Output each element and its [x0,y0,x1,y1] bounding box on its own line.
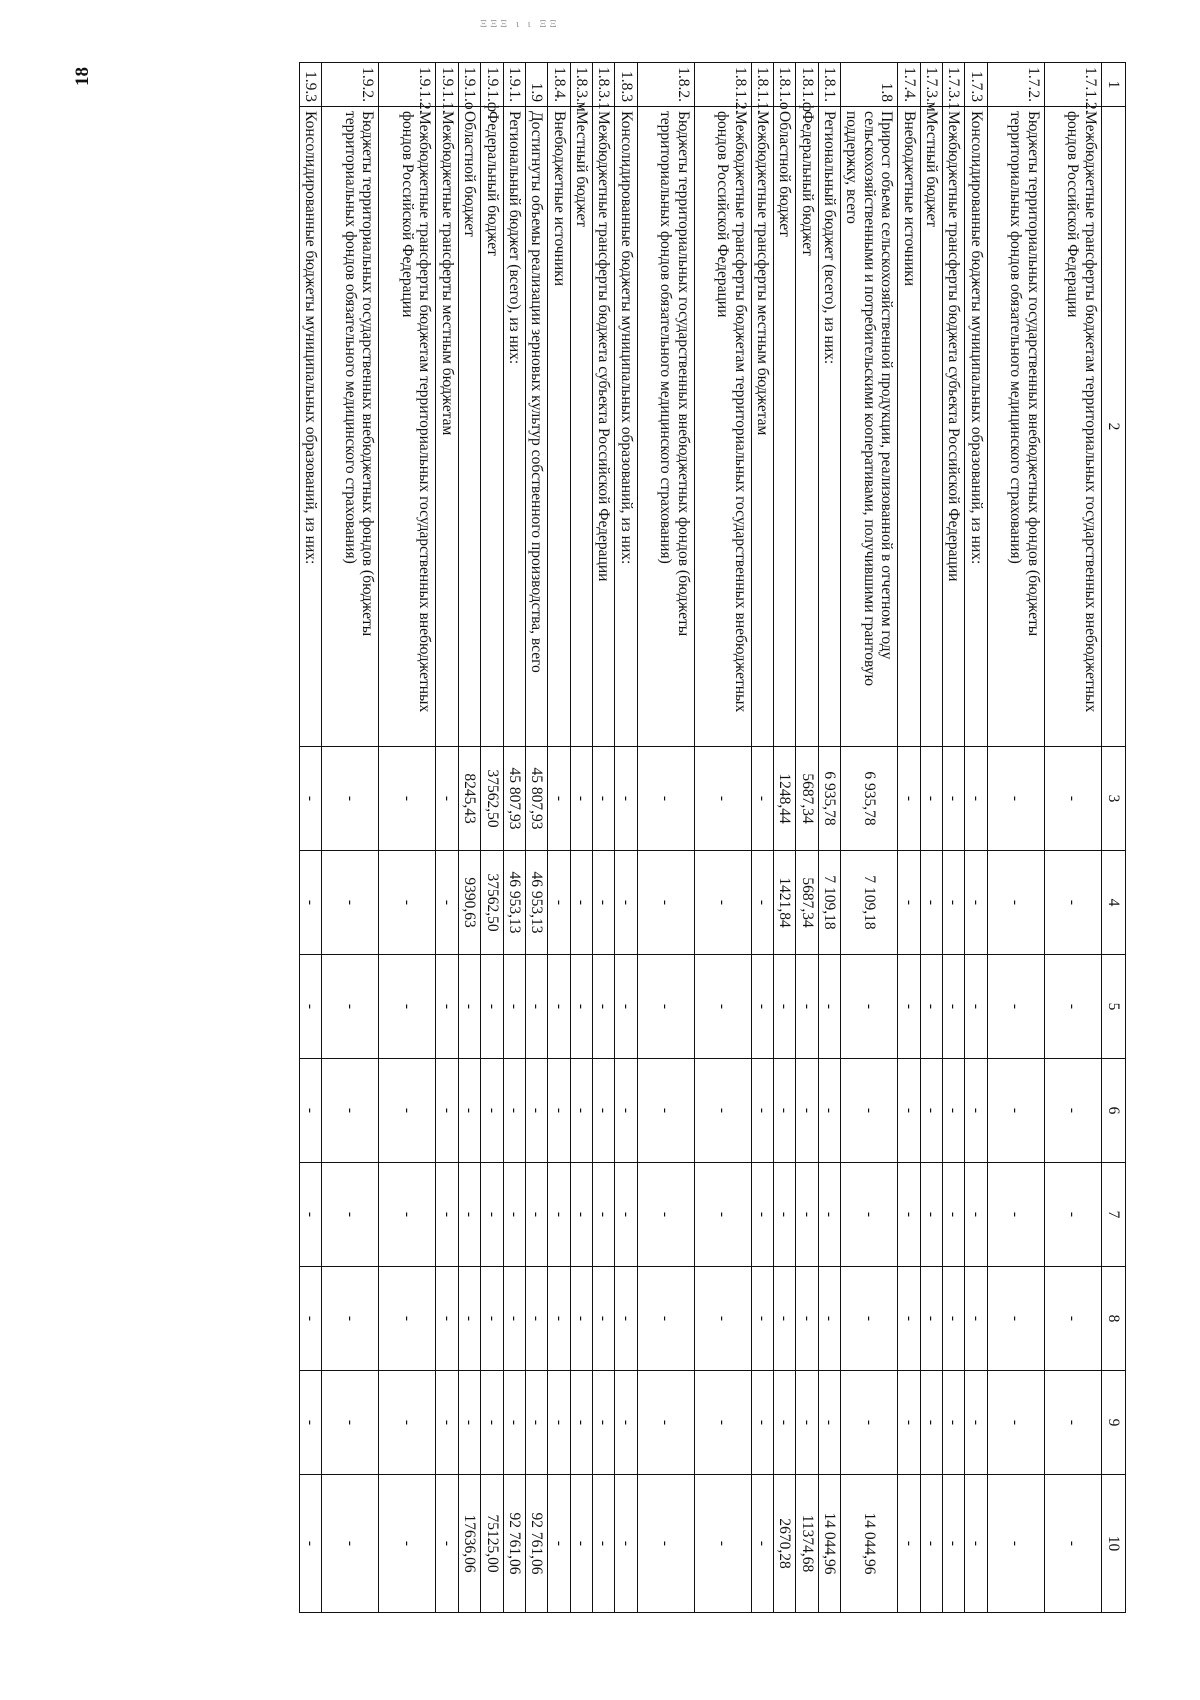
column-header-7: 7 [1101,1163,1125,1267]
cell-col-4: - [615,851,637,955]
cell-col-6: - [503,1059,525,1163]
table-row [818,63,840,1613]
cell-col-8: - [818,1267,840,1371]
budget-table-rotated [166,62,1126,1612]
cell-col-4: 46 953,13 [525,851,547,955]
cell-col-9: - [592,1371,614,1475]
row-label: Бюджеты территориальных государственных внебюджетных фондов (бюджеты территориальных фондов обязательного медицинского страхования) [637,107,694,747]
table-row [615,63,637,1613]
row-code: 1.7.2. [987,63,1044,107]
table-row [841,63,898,1613]
cell-col-8: - [436,1267,458,1371]
row-code: 1.7.1.2. [1044,63,1101,107]
cell-col-9: - [637,1371,694,1475]
cell-col-6: - [481,1059,503,1163]
cell-col-3: - [379,747,436,851]
cell-col-10: - [322,1475,379,1613]
cell-col-7: - [920,1163,942,1267]
cell-col-6: - [920,1059,942,1163]
cell-col-7: - [841,1163,898,1267]
column-header-2: 2 [1101,107,1125,747]
cell-col-6: - [570,1059,592,1163]
row-code: 1.7.3.м [920,63,942,107]
cell-col-6: - [592,1059,614,1163]
row-code: 1.8.1.ф [796,63,818,107]
cell-col-10: - [436,1475,458,1613]
cell-col-9: - [942,1371,964,1475]
table-row [774,63,796,1613]
row-label: Федеральный бюджет [796,107,818,747]
cell-col-8: - [570,1267,592,1371]
table-row [965,63,987,1613]
column-header-5: 5 [1101,955,1125,1059]
row-code: 1.9.1.1. [436,63,458,107]
cell-col-8: - [1044,1267,1101,1371]
row-code: 1.7.3.1 [942,63,964,107]
cell-col-3: - [965,747,987,851]
cell-col-4: - [965,851,987,955]
cell-col-7: - [592,1163,614,1267]
row-code: 1.8.1. [818,63,840,107]
cell-col-10: - [379,1475,436,1613]
cell-col-4: - [751,851,773,955]
cell-col-7: - [818,1163,840,1267]
cell-col-5: - [1044,955,1101,1059]
cell-col-10: 14 044,96 [841,1475,898,1613]
table-row [942,63,964,1613]
column-header-4: 4 [1101,851,1125,955]
cell-col-7: - [458,1163,480,1267]
row-code: 1.9.3 [300,63,322,107]
cell-col-7: - [965,1163,987,1267]
cell-col-9: - [503,1371,525,1475]
cell-col-8: - [525,1267,547,1371]
column-header-10: 10 [1101,1475,1125,1613]
row-code: 1.8.2. [637,63,694,107]
budget-table [299,62,1126,1613]
table-row [436,63,458,1613]
cell-col-8: - [458,1267,480,1371]
row-code: 1.8.3.1 [592,63,614,107]
cell-col-9: - [458,1371,480,1475]
table-row [751,63,773,1613]
cell-col-3: - [637,747,694,851]
row-label: Консолидированные бюджеты муниципальных образований, из них: [965,107,987,747]
cell-col-9: - [987,1371,1044,1475]
cell-col-6: - [898,1059,920,1163]
row-label: Областной бюджет [458,107,480,747]
cell-col-3: - [570,747,592,851]
cell-col-5: - [774,955,796,1059]
cell-col-5: - [570,955,592,1059]
row-label: Внебюджетные источники [898,107,920,747]
cell-col-4: - [637,851,694,955]
row-label: Региональный бюджет (всего), из них: [503,107,525,747]
cell-col-3: 45 807,93 [525,747,547,851]
cell-col-5: - [525,955,547,1059]
cell-col-7: - [548,1163,570,1267]
cell-col-3: - [322,747,379,851]
row-code: 1.8 [841,63,898,107]
row-code: 1.9.2. [322,63,379,107]
cell-col-10: 14 044,96 [818,1475,840,1613]
cell-col-3: - [1044,747,1101,851]
row-code: 1.7.4. [898,63,920,107]
cell-col-8: - [503,1267,525,1371]
cell-col-7: - [436,1163,458,1267]
cell-col-5: - [548,955,570,1059]
cell-col-7: - [751,1163,773,1267]
cell-col-4: - [898,851,920,955]
cell-col-7: - [637,1163,694,1267]
row-label: Межбюджетные трансферты бюджета субъекта Российской Федерации [942,107,964,747]
cell-col-9: - [379,1371,436,1475]
cell-col-4: - [1044,851,1101,955]
cell-col-10: - [751,1475,773,1613]
cell-col-9: - [751,1371,773,1475]
cell-col-3: - [300,747,322,851]
cell-col-3: - [436,747,458,851]
cell-col-7: - [942,1163,964,1267]
cell-col-5: - [694,955,751,1059]
cell-col-8: - [322,1267,379,1371]
cell-col-7: - [570,1163,592,1267]
row-code: 1.9 [525,63,547,107]
cell-col-4: - [987,851,1044,955]
cell-col-6: - [548,1059,570,1163]
cell-col-10: 2670,28 [774,1475,796,1613]
cell-col-7: - [987,1163,1044,1267]
cell-col-5: - [818,955,840,1059]
row-label: Местный бюджет [570,107,592,747]
cell-col-3: 6 935,78 [818,747,840,851]
cell-col-10: - [637,1475,694,1613]
cell-col-9: - [481,1371,503,1475]
cell-col-10: - [615,1475,637,1613]
cell-col-5: - [379,955,436,1059]
cell-col-3: - [920,747,942,851]
table-row [694,63,751,1613]
cell-col-6: - [751,1059,773,1163]
cell-col-6: - [841,1059,898,1163]
cell-col-4: 5687,34 [796,851,818,955]
cell-col-3: - [694,747,751,851]
row-label: Прирост объема сельскохозяйственной продукции, реализованной в отчетном году сельскохозяйственными и потребительскими кооперативами, получившими грантовую поддержку, всего [841,107,898,747]
row-label: Межбюджетные трансферты местным бюджетам [436,107,458,747]
cell-col-3: 6 935,78 [841,747,898,851]
cell-col-7: - [379,1163,436,1267]
cell-col-8: - [965,1267,987,1371]
cell-col-7: - [503,1163,525,1267]
cell-col-10: 11374,68 [796,1475,818,1613]
cell-col-8: - [920,1267,942,1371]
column-header-1: 1 [1101,63,1125,107]
cell-col-10: - [920,1475,942,1613]
scan-artifact: ΞΞΞ ι ι ΞΞ [480,18,560,30]
cell-col-4: 46 953,13 [503,851,525,955]
cell-col-8: - [898,1267,920,1371]
row-code: 1.7.3 [965,63,987,107]
cell-col-10: - [942,1475,964,1613]
cell-col-5: - [322,955,379,1059]
cell-col-8: - [774,1267,796,1371]
cell-col-8: - [300,1267,322,1371]
column-header-8: 8 [1101,1267,1125,1371]
row-label: Межбюджетные трансферты местным бюджетам [751,107,773,747]
cell-col-5: - [615,955,637,1059]
cell-col-10: 92 761,06 [503,1475,525,1613]
cell-col-9: - [841,1371,898,1475]
cell-col-10: - [300,1475,322,1613]
column-header-3: 3 [1101,747,1125,851]
cell-col-5: - [458,955,480,1059]
cell-col-4: 1421,84 [774,851,796,955]
row-code: 1.9.1. [503,63,525,107]
cell-col-3: 45 807,93 [503,747,525,851]
cell-col-9: - [570,1371,592,1475]
cell-col-3: 37562,50 [481,747,503,851]
column-header-6: 6 [1101,1059,1125,1163]
row-label: Межбюджетные трансферты бюджетам территориальных государственных внебюджетных фондов Российской Федерации [379,107,436,747]
cell-col-3: 1248,44 [774,747,796,851]
cell-col-6: - [965,1059,987,1163]
table-row [379,63,436,1613]
cell-col-8: - [379,1267,436,1371]
cell-col-9: - [898,1371,920,1475]
cell-col-6: - [987,1059,1044,1163]
cell-col-5: - [503,955,525,1059]
cell-col-3: - [898,747,920,851]
cell-col-8: - [942,1267,964,1371]
row-label: Бюджеты территориальных государственных внебюджетных фондов (бюджеты территориальных фондов обязательного медицинского страхования) [987,107,1044,747]
table-row [920,63,942,1613]
cell-col-4: - [920,851,942,955]
table-row [796,63,818,1613]
cell-col-6: - [615,1059,637,1163]
cell-col-5: - [987,955,1044,1059]
cell-col-4: 7 109,18 [841,851,898,955]
row-code: 1.8.1.о [774,63,796,107]
cell-col-4: - [694,851,751,955]
cell-col-6: - [796,1059,818,1163]
cell-col-3: - [615,747,637,851]
table-row [322,63,379,1613]
cell-col-4: - [942,851,964,955]
cell-col-6: - [1044,1059,1101,1163]
page-number: 18 [72,67,93,86]
cell-col-8: - [592,1267,614,1371]
cell-col-7: - [898,1163,920,1267]
row-code: 1.9.1.ф [481,63,503,107]
cell-col-9: - [1044,1371,1101,1475]
table-row [1044,63,1101,1613]
cell-col-9: - [548,1371,570,1475]
cell-col-4: 37562,50 [481,851,503,955]
row-label: Межбюджетные трансферты бюджета субъекта Российской Федерации [592,107,614,747]
cell-col-9: - [525,1371,547,1475]
row-label: Консолидированные бюджеты муниципальных образований, из них: [300,107,322,747]
row-label: Региональный бюджет (всего), из них: [818,107,840,747]
cell-col-10: - [548,1475,570,1613]
row-label: Федеральный бюджет [481,107,503,747]
cell-col-6: - [774,1059,796,1163]
cell-col-6: - [694,1059,751,1163]
cell-col-4: - [300,851,322,955]
column-header-9: 9 [1101,1371,1125,1475]
cell-col-5: - [637,955,694,1059]
row-code: 1.8.1.1. [751,63,773,107]
row-code: 1.9.1.2. [379,63,436,107]
cell-col-8: - [548,1267,570,1371]
table-row [481,63,503,1613]
table-body [300,63,1102,1613]
cell-col-5: - [942,955,964,1059]
cell-col-9: - [796,1371,818,1475]
table-row [637,63,694,1613]
cell-col-3: - [548,747,570,851]
cell-col-5: - [920,955,942,1059]
table-row [503,63,525,1613]
cell-col-8: - [841,1267,898,1371]
cell-col-9: - [300,1371,322,1475]
cell-col-5: - [300,955,322,1059]
cell-col-8: - [694,1267,751,1371]
cell-col-4: - [570,851,592,955]
cell-col-9: - [920,1371,942,1475]
cell-col-5: - [841,955,898,1059]
cell-col-6: - [300,1059,322,1163]
cell-col-8: - [751,1267,773,1371]
cell-col-6: - [818,1059,840,1163]
table-row [548,63,570,1613]
cell-col-5: - [481,955,503,1059]
cell-col-5: - [436,955,458,1059]
cell-col-8: - [637,1267,694,1371]
row-code: 1.8.3.м [570,63,592,107]
cell-col-3: 8245,43 [458,747,480,851]
row-label: Бюджеты территориальных государственных внебюджетных фондов (бюджеты территориальных фондов обязательного медицинского страхования) [322,107,379,747]
cell-col-6: - [379,1059,436,1163]
table-header-row [1101,63,1125,1613]
cell-col-7: - [615,1163,637,1267]
row-label: Межбюджетные трансферты бюджетам территориальных государственных внебюджетных фондов Российской Федерации [694,107,751,747]
cell-col-4: 7 109,18 [818,851,840,955]
cell-col-4: - [379,851,436,955]
cell-col-6: - [322,1059,379,1163]
table-row [300,63,322,1613]
cell-col-7: - [525,1163,547,1267]
cell-col-8: - [796,1267,818,1371]
cell-col-5: - [592,955,614,1059]
cell-col-7: - [694,1163,751,1267]
cell-col-10: - [592,1475,614,1613]
row-code: 1.8.4. [548,63,570,107]
row-code: 1.8.1.2. [694,63,751,107]
cell-col-10: - [570,1475,592,1613]
cell-col-9: - [818,1371,840,1475]
table-row [570,63,592,1613]
cell-col-7: - [1044,1163,1101,1267]
table-row [525,63,547,1613]
cell-col-9: - [615,1371,637,1475]
cell-col-6: - [458,1059,480,1163]
cell-col-10: - [965,1475,987,1613]
cell-col-7: - [481,1163,503,1267]
table-row [987,63,1044,1613]
cell-col-4: - [592,851,614,955]
cell-col-7: - [322,1163,379,1267]
cell-col-6: - [637,1059,694,1163]
cell-col-3: - [592,747,614,851]
row-label: Местный бюджет [920,107,942,747]
row-code: 1.8.3 [615,63,637,107]
cell-col-8: - [481,1267,503,1371]
cell-col-7: - [796,1163,818,1267]
row-code: 1.9.1.о [458,63,480,107]
cell-col-4: - [436,851,458,955]
cell-col-9: - [694,1371,751,1475]
cell-col-4: 9390,63 [458,851,480,955]
cell-col-10: - [898,1475,920,1613]
cell-col-5: - [796,955,818,1059]
row-label: Внебюджетные источники [548,107,570,747]
cell-col-8: - [615,1267,637,1371]
cell-col-3: - [987,747,1044,851]
cell-col-9: - [436,1371,458,1475]
cell-col-6: - [436,1059,458,1163]
cell-col-10: - [987,1475,1044,1613]
cell-col-10: - [1044,1475,1101,1613]
row-label: Достигнуты объемы реализации зерновых культур собственного производства, всего [525,107,547,747]
cell-col-10: 92 761,06 [525,1475,547,1613]
cell-col-5: - [751,955,773,1059]
cell-col-8: - [987,1267,1044,1371]
cell-col-7: - [300,1163,322,1267]
cell-col-9: - [965,1371,987,1475]
cell-col-3: - [942,747,964,851]
cell-col-4: - [322,851,379,955]
cell-col-5: - [965,955,987,1059]
cell-col-9: - [774,1371,796,1475]
cell-col-6: - [525,1059,547,1163]
cell-col-7: - [774,1163,796,1267]
cell-col-3: - [751,747,773,851]
row-label: Областной бюджет [774,107,796,747]
cell-col-3: 5687,34 [796,747,818,851]
cell-col-10: 75125,00 [481,1475,503,1613]
table-row [458,63,480,1613]
cell-col-10: - [694,1475,751,1613]
table-row [898,63,920,1613]
table-row [592,63,614,1613]
cell-col-6: - [942,1059,964,1163]
cell-col-9: - [322,1371,379,1475]
cell-col-10: 17636,06 [458,1475,480,1613]
row-label: Консолидированные бюджеты муниципальных образований, из них: [615,107,637,747]
cell-col-4: - [548,851,570,955]
cell-col-5: - [898,955,920,1059]
row-label: Межбюджетные трансферты бюджетам территориальных государственных внебюджетных фондов Российской Федерации [1044,107,1101,747]
